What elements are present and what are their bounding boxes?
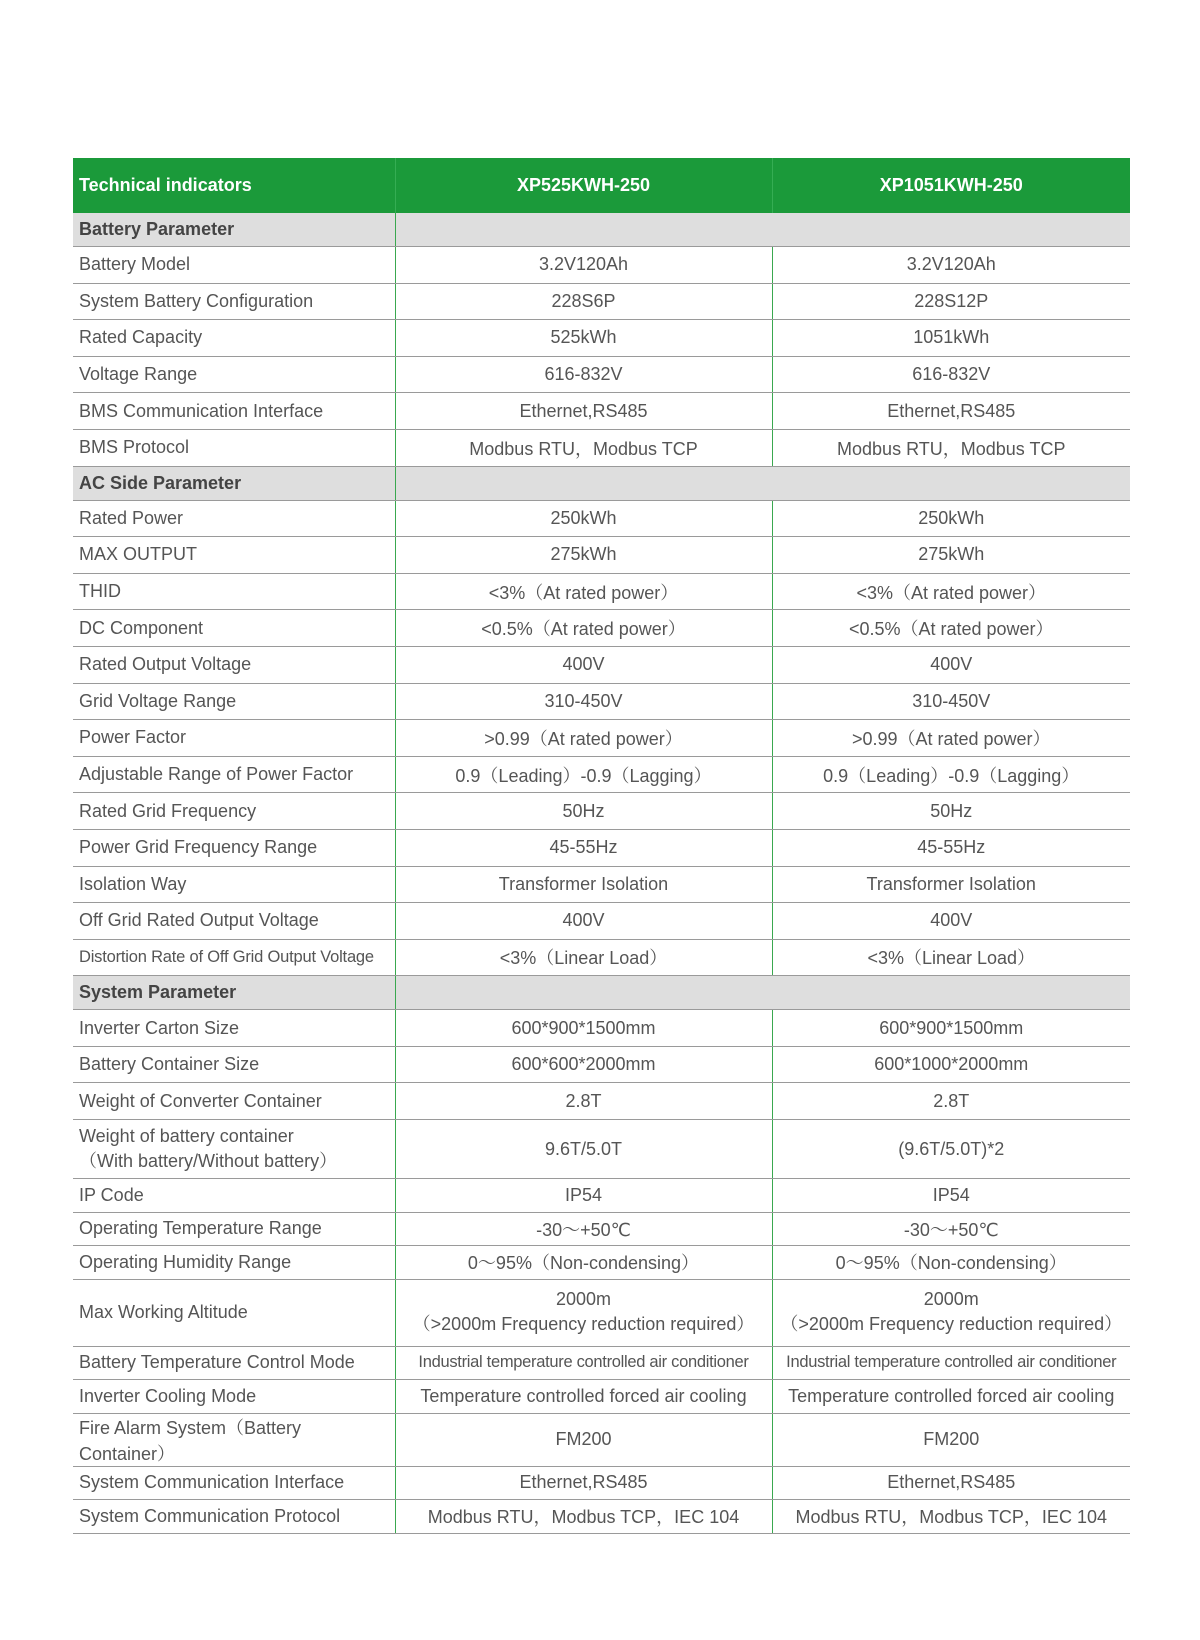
row-label: Operating Humidity Range [73,1246,395,1280]
section-row [73,976,1130,1010]
table-row [73,283,1130,320]
row-label: System Communication Interface [73,1466,395,1500]
value-model-2: 600*1000*2000mm [772,1046,1130,1083]
row-label [73,1120,395,1179]
value-model-1: 600*600*2000mm [395,1046,772,1083]
value-line-1: 2000m [555,1289,612,1310]
value-model-1: 616-832V [395,356,772,393]
row-label: Inverter Carton Size [73,1010,395,1047]
value-model-1: Temperature controlled forced air cooling [395,1380,772,1414]
value-model-2: (9.6T/5.0T)*2 [772,1120,1130,1179]
table-row [73,247,1130,284]
value-model-1: Transformer Isolation [395,866,772,903]
table-row [73,1120,1130,1179]
value-model-2: 50Hz [772,793,1130,830]
value-model-2: 3.2V120Ah [772,247,1130,284]
table-row [73,1246,1130,1280]
spec-table [73,158,1130,1534]
row-label: DC Component [73,610,395,647]
value-model-2: 1051kWh [772,320,1130,357]
header-model-2: XP1051KWH-250 [772,158,1130,213]
table-row [73,429,1130,466]
value-model-2: Ethernet,RS485 [772,393,1130,430]
table-row [73,720,1130,757]
row-label-line-2: （With battery/Without battery） [79,1150,338,1171]
row-label: Rated Grid Frequency [73,793,395,830]
value-model-2: Industrial temperature controlled air conditioner [772,1346,1130,1380]
header-indicators: Technical indicators [73,158,395,213]
value-model-1: 3.2V120Ah [395,247,772,284]
value-model-1: 400V [395,903,772,940]
table-row [73,500,1130,537]
row-label: MAX OUTPUT [73,537,395,574]
value-line-2: （>2000m Frequency reduction required） [780,1314,1123,1335]
value-model-1: 0～95%（Non-condensing） [395,1246,772,1280]
value-line-1: 2000m [923,1289,979,1310]
row-label: Inverter Cooling Mode [73,1380,395,1414]
row-label: Max Working Altitude [73,1279,395,1346]
value-model-2: 2.8T [772,1083,1130,1120]
value-model-2: <3%（At rated power） [772,573,1130,610]
table-row [73,1380,1130,1414]
value-model-2: -30～+50℃ [772,1212,1130,1246]
table-row [73,939,1130,976]
value-model-1: 525kWh [395,320,772,357]
value-model-2: 0.9（Leading）-0.9（Lagging） [772,756,1130,793]
value-line-2: （>2000m Frequency reduction required） [412,1314,755,1335]
section-row [73,213,1130,247]
row-label: Isolation Way [73,866,395,903]
value-model-2: 616-832V [772,356,1130,393]
value-model-2: IP54 [772,1179,1130,1213]
value-model-2 [772,1279,1130,1346]
table-row [73,756,1130,793]
value-model-1: 275kWh [395,537,772,574]
value-model-2: >0.99（At rated power） [772,720,1130,757]
value-model-1: FM200 [395,1413,772,1466]
row-label: Adjustable Range of Power Factor [73,756,395,793]
table-row [73,393,1130,430]
value-model-2: 400V [772,903,1130,940]
row-label: Rated Power [73,500,395,537]
value-model-2: 310-450V [772,683,1130,720]
value-model-1: Modbus RTU，Modbus TCP，IEC 104 [395,1500,772,1534]
table-row [73,646,1130,683]
row-label: Operating Temperature Range [73,1212,395,1246]
value-model-2: Transformer Isolation [772,866,1130,903]
table-row [73,903,1130,940]
table-row [73,1279,1130,1346]
row-label: Weight of Converter Container [73,1083,395,1120]
value-model-2: 45-55Hz [772,829,1130,866]
row-label: Battery Container Size [73,1046,395,1083]
value-model-1: 9.6T/5.0T [395,1120,772,1179]
value-model-2: FM200 [772,1413,1130,1466]
row-label: Battery Model [73,247,395,284]
table-row [73,356,1130,393]
row-label: System Communication Protocol [73,1500,395,1534]
table-row [73,683,1130,720]
value-model-1: >0.99（At rated power） [395,720,772,757]
value-model-1: 2.8T [395,1083,772,1120]
row-label: Power Grid Frequency Range [73,829,395,866]
table-row [73,1346,1130,1380]
value-model-1: 45-55Hz [395,829,772,866]
value-model-1: Ethernet,RS485 [395,1466,772,1500]
row-label: Rated Output Voltage [73,646,395,683]
table-row [73,537,1130,574]
value-model-2: <3%（Linear Load） [772,939,1130,976]
value-model-1: 228S6P [395,283,772,320]
table-row [73,610,1130,647]
row-label: Rated Capacity [73,320,395,357]
value-model-2: Modbus RTU，Modbus TCP [772,429,1130,466]
table-row [73,1466,1130,1500]
row-label: Power Factor [73,720,395,757]
table-row [73,320,1130,357]
table-header-row [73,158,1130,213]
table-row [73,1083,1130,1120]
row-label: Off Grid Rated Output Voltage [73,903,395,940]
row-label: System Battery Configuration [73,283,395,320]
value-model-2: 0～95%（Non-condensing） [772,1246,1130,1280]
value-model-1: 250kWh [395,500,772,537]
value-model-2: 228S12P [772,283,1130,320]
value-model-1: 310-450V [395,683,772,720]
value-model-2: 600*900*1500mm [772,1010,1130,1047]
value-model-1: <3%（At rated power） [395,573,772,610]
table-row [73,573,1130,610]
table-row [73,1413,1130,1466]
value-model-2: 250kWh [772,500,1130,537]
table-row [73,1212,1130,1246]
row-label: THID [73,573,395,610]
value-model-1: 600*900*1500mm [395,1010,772,1047]
value-model-1: <3%（Linear Load） [395,939,772,976]
value-model-2: <0.5%（At rated power） [772,610,1130,647]
table-row [73,1010,1130,1047]
row-label: Distortion Rate of Off Grid Output Voltage [73,939,395,976]
value-model-2: Ethernet,RS485 [772,1466,1130,1500]
row-label: IP Code [73,1179,395,1213]
value-model-2: Modbus RTU，Modbus TCP，IEC 104 [772,1500,1130,1534]
value-model-1: Industrial temperature controlled air conditioner [395,1346,772,1380]
row-label: Fire Alarm System（Battery Container） [73,1413,395,1466]
value-model-1: Ethernet,RS485 [395,393,772,430]
table-row [73,1500,1130,1534]
value-model-1 [395,1279,772,1346]
section-title: System Parameter [73,976,395,1010]
value-model-2: 400V [772,646,1130,683]
value-model-2: Temperature controlled forced air cooling [772,1380,1130,1414]
row-label-line-1: Weight of battery container [79,1125,294,1146]
row-label: Voltage Range [73,356,395,393]
value-model-1: Modbus RTU，Modbus TCP [395,429,772,466]
row-label: BMS Communication Interface [73,393,395,430]
value-model-1: 0.9（Leading）-0.9（Lagging） [395,756,772,793]
value-model-1: -30～+50℃ [395,1212,772,1246]
header-model-1: XP525KWH-250 [395,158,772,213]
section-row [73,466,1130,500]
row-label: BMS Protocol [73,429,395,466]
value-model-1: 50Hz [395,793,772,830]
section-title: Battery Parameter [73,213,395,247]
table-row [73,866,1130,903]
section-title: AC Side Parameter [73,466,395,500]
value-model-1: 400V [395,646,772,683]
table-row [73,1179,1130,1213]
value-model-1: <0.5%（At rated power） [395,610,772,647]
table-row [73,793,1130,830]
row-label: Grid Voltage Range [73,683,395,720]
row-label: Battery Temperature Control Mode [73,1346,395,1380]
value-model-1: IP54 [395,1179,772,1213]
table-row [73,1046,1130,1083]
table-row [73,829,1130,866]
value-model-2: 275kWh [772,537,1130,574]
